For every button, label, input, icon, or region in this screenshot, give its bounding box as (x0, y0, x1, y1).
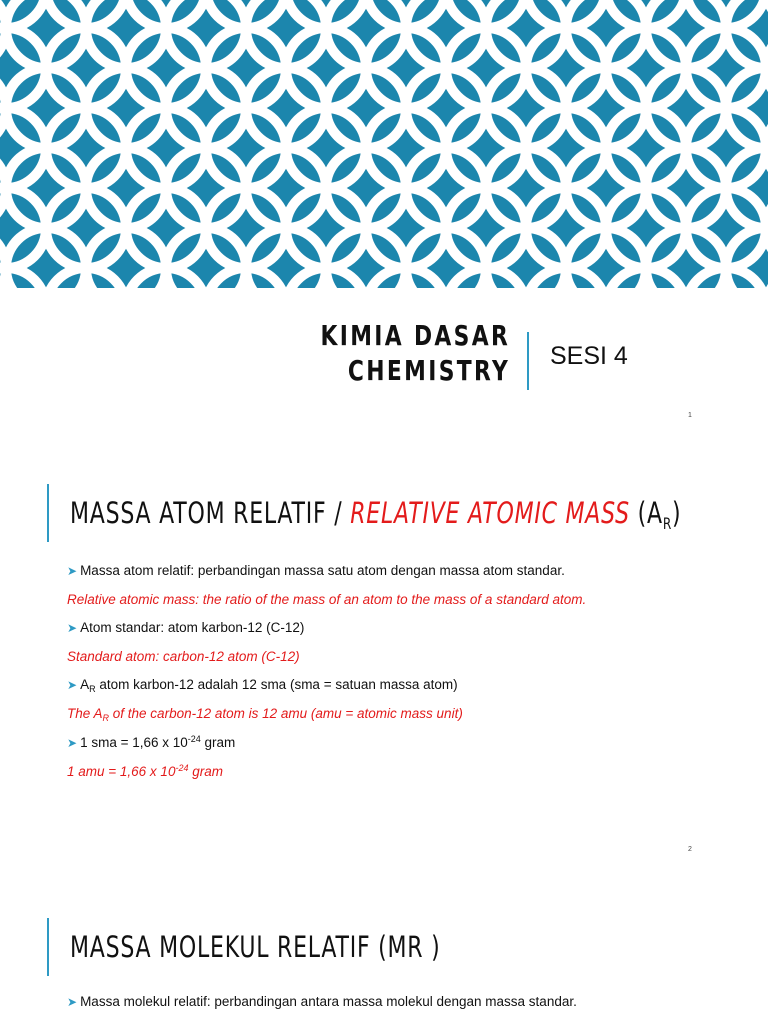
slide3-bullet-1 (67, 994, 577, 1009)
cover-session: SESI 4 (550, 342, 628, 370)
slide2-bullet-3 (67, 677, 458, 694)
bullet-text: Massa atom relatif: perbandingan massa satu atom dengan massa atom standar. (80, 563, 565, 578)
cover-divider (527, 332, 529, 390)
slide2-bullet-4 (67, 734, 235, 750)
bullet-text: Atom standar: atom karbon-12 (C-12) (80, 620, 305, 635)
slide2-title-main: MASSA ATOM RELATIF / (70, 496, 351, 530)
arrow-bullet-icon: ➤ (67, 736, 78, 750)
bullet-symbol: A (80, 677, 90, 692)
bullet-symbol-sub: R (102, 713, 110, 723)
slide2-title-english: RELATIVE ATOMIC MASS (350, 496, 630, 530)
bullet-exponent: -24 (187, 734, 201, 744)
bullet-text: 1 sma = 1,66 x 10 (80, 735, 188, 750)
bullet-exponent: -24 (175, 763, 189, 773)
arrow-bullet-icon: ➤ (67, 621, 78, 635)
slide2-title-symbol-sub: R (662, 514, 673, 533)
bullet-symbol-sub: R (89, 684, 96, 694)
slide3-accent-bar (47, 918, 49, 976)
arrow-bullet-icon: ➤ (67, 564, 78, 578)
bullet-text: gram (200, 735, 236, 750)
cover-title-line2: CHEMISTRY (347, 354, 510, 387)
bullet-text: Massa molekul relatif: perbandingan antara massa molekul dengan massa standar. (80, 994, 577, 1009)
arrow-bullet-icon: ➤ (67, 995, 78, 1009)
bullet-text: atom karbon-12 adalah 12 sma (sma = satuan massa atom) (95, 677, 458, 692)
arrow-bullet-icon: ➤ (67, 678, 78, 692)
slide2-accent-bar (47, 484, 49, 542)
cover-title-block (0, 318, 768, 398)
page-number-2: 2 (688, 846, 692, 853)
slide2-bullet-2-en: Standard atom: carbon-12 atom (C-12) (67, 649, 300, 664)
slide2-bullet-1 (67, 563, 565, 578)
cover-pattern-banner (0, 0, 768, 288)
bullet-text: gram (188, 764, 223, 779)
bullet-text: of the carbon-12 atom is 12 amu (amu = atomic mass unit) (109, 706, 463, 721)
page-number-1: 1 (688, 412, 692, 419)
slide2-bullet-1-en: Relative atomic mass: the ratio of the mass of an atom to the mass of a standard atom. (67, 592, 587, 607)
cover-title (320, 318, 510, 388)
bullet-text: The A (67, 706, 103, 721)
cover-title-line1: KIMIA DASAR (320, 319, 510, 352)
slide2-bullet-2 (67, 620, 304, 635)
slide2-title-symbol: A (646, 496, 663, 530)
bullet-text: 1 amu = 1,66 x 10 (67, 764, 176, 779)
slide3-title: MASSA MOLEKUL RELATIF (MR ) (70, 930, 441, 964)
slide2-bullet-3-en (67, 706, 463, 723)
slide2-bullet-4-en (67, 763, 223, 779)
slide2-title: MASSA ATOM RELATIF / RELATIVE ATOMIC MASS $(A_R)$ (70, 496, 682, 533)
